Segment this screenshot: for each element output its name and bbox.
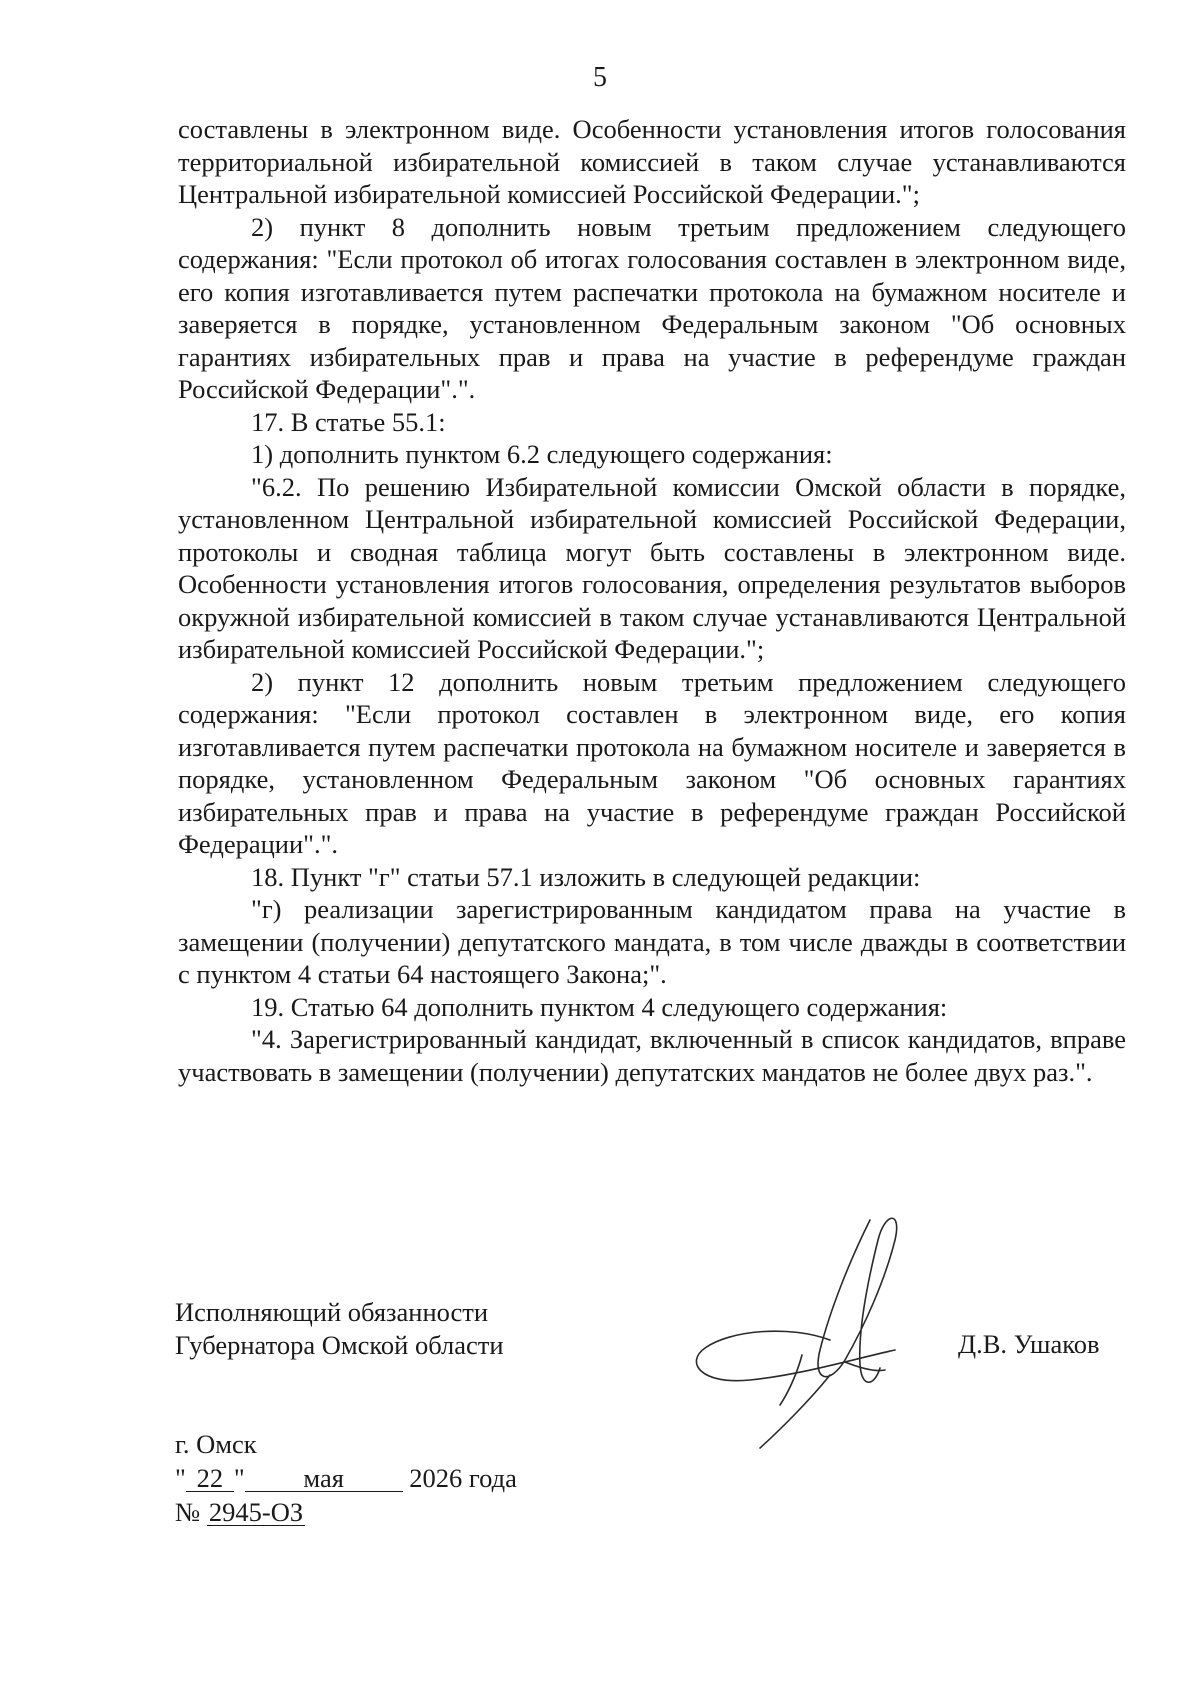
paragraph-article-heading: 18. Пункт "г" статьи 57.1 изложить в следующей редакции: [251, 861, 921, 892]
date-quote-close: " [233, 1463, 245, 1493]
law-number [175, 1495, 517, 1529]
signatory-position-line: Исполняющий обязанности [175, 1297, 489, 1327]
paragraph-item: 2) пункт 12 дополнить новым третьим предложением следующего содержания: "Если протокол составлен в электронном виде, его копия изготавливается путем распечатки протокола на бумажном носителе и заверяется в порядке, установленном Федеральным законом "Об основных гарантиях избирательных прав и права на участие в референдуме граждан Российской Федерации".". [178, 666, 1126, 859]
date-month: мая [245, 1465, 403, 1492]
paragraph-continuation: составлены в электронном виде. Особенности установления итогов голосования территориальной избирательной комиссией в таком случае устанавливаются Центральной избирательной комиссией Российской Федерации."; [178, 114, 1126, 209]
place-of-signing: г. Омск [175, 1429, 257, 1459]
law-number-value: 2945-ОЗ [208, 1497, 304, 1527]
document-footer [175, 1427, 517, 1529]
handwritten-signature [680, 1200, 980, 1460]
date-year: 2026 года [409, 1463, 517, 1493]
signatory-position-line: Губернатора Омской области [175, 1330, 504, 1360]
paragraph-item: 1) дополнить пунктом 6.2 следующего содержания: [251, 439, 833, 469]
paragraph-article-heading: 19. Статью 64 дополнить пунктом 4 следующего содержания: [251, 991, 948, 1022]
paragraph-item: 2) пункт 8 дополнить новым третьим предложением следующего содержания: "Если протокол об итогах голосования составлен в электронном виде, его копия изготавливается путем распечатки протокола на бумажном носителе и заверяется в порядке, установленном Федеральным законом "Об основных гарантиях избирательных прав и права на участие в референдуме граждан Российской Федерации".". [178, 211, 1126, 404]
paragraph-quoted-clause: "4. Зарегистрированный кандидат, включенный в список кандидатов, вправе участвовать в замещении (получении) депутатских мандатов не более двух раз.". [178, 1024, 1126, 1087]
paragraph-quoted-clause: "г) реализации зарегистрированным кандидатом права на участие в замещении (получении) депутатского мандата, в том числе дважды в соответствии с пунктом 4 статьи 64 настоящего Закона;". [178, 894, 1126, 989]
signatory-name: Д.В. Ушаков [958, 1329, 1100, 1359]
law-number-prefix: № [175, 1497, 201, 1527]
signatory-position [175, 1296, 504, 1362]
date-day: 22 [186, 1465, 234, 1492]
page-number: 5 [593, 62, 607, 93]
paragraph-quoted-clause: "6.2. По решению Избирательной комиссии Омской области в порядке, установленном Центральной избирательной комиссией Российской Федерации, протоколы и сводная таблица могут быть составлены в электронном виде. Особенности установления итогов голосования, определения результатов выборов окружной избирательной комиссией в таком случае устанавливаются Центральной избирательной комиссией Российской Федерации."; [178, 471, 1126, 664]
paragraph-article-heading: 17. В статье 55.1: [251, 406, 446, 437]
law-amendment-text [178, 113, 1126, 1088]
date-quote-open: " [175, 1463, 186, 1493]
signing-date [175, 1461, 517, 1495]
